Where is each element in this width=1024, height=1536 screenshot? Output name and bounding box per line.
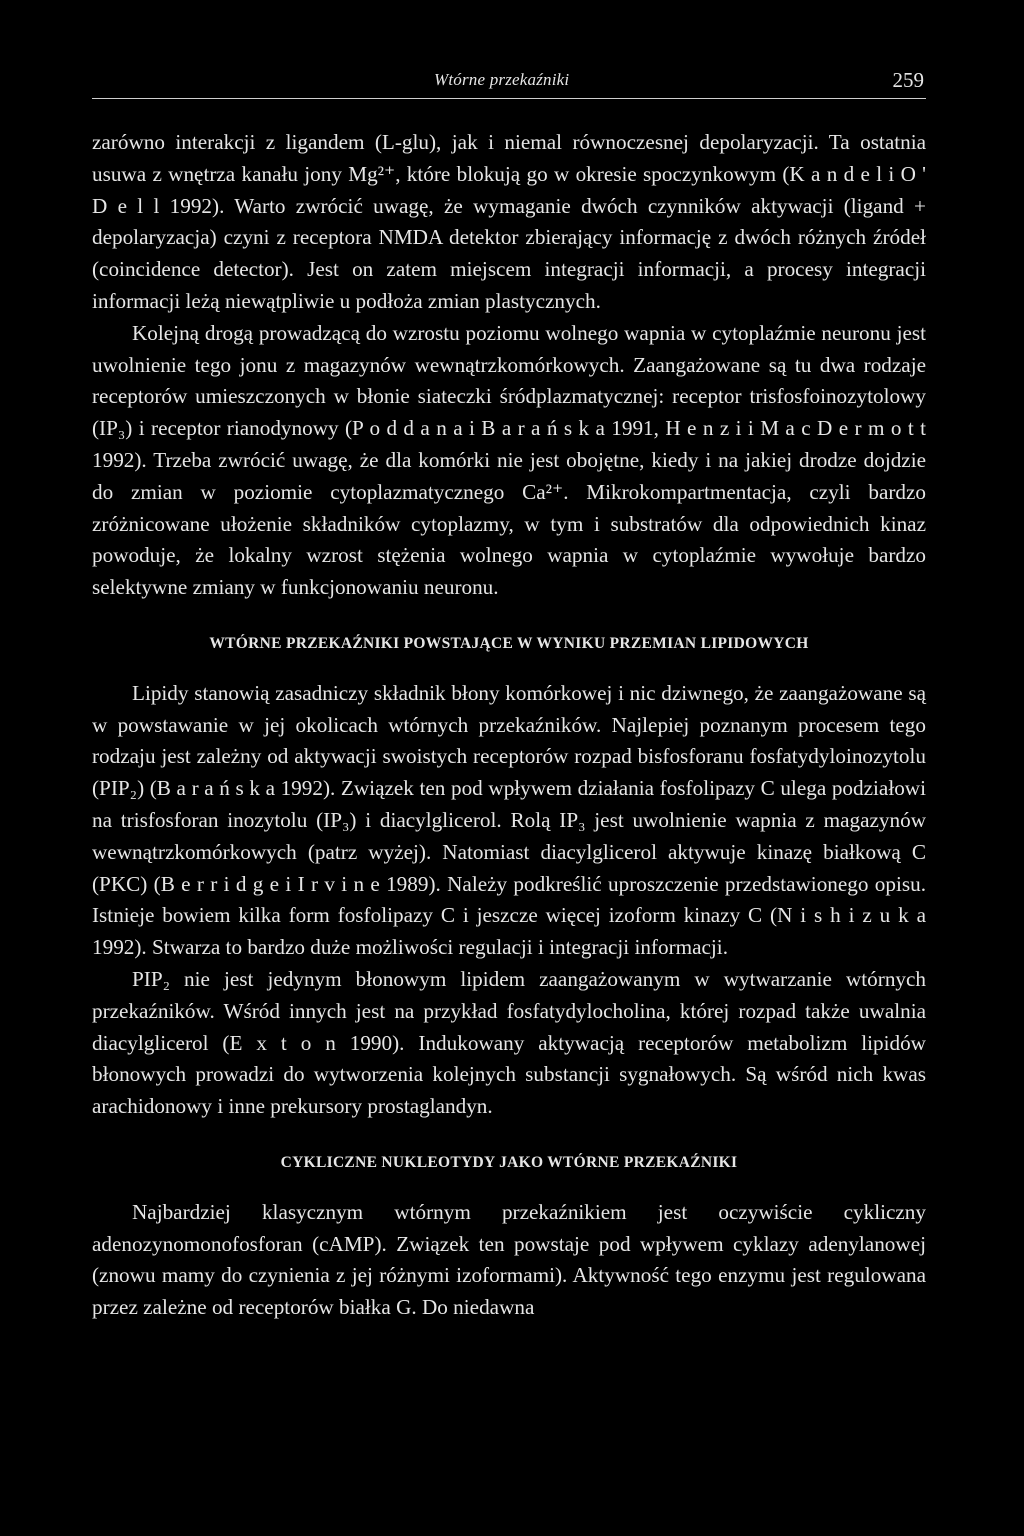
section-heading-lipid-messengers: WTÓRNE PRZEKAŹNIKI POWSTAJĄCE W WYNIKU PRZEMIAN LIPIDOWYCH [209, 634, 809, 652]
paragraph: Lipidy stanowią zasadniczy składnik błony komórkowej i nic dziwnego, że zaangażowane są w powstawanie w jej okolicach wtórnych przekaźników. Najlepiej poznanym procesem tego rodzaju jest zależny od aktywacji swoistych receptorów rozpad bisfosforanu fosfatydyloinozytolu (PIP₂) (B a r a ń s k a 1992). Związek ten pod wpływem działania fosfolipazy C ulega podziałowi na trisfosforan inozytolu (IP₃) i diacylglicerol. Rolą IP₃ jest uwolnienie wapnia z magazynów wewnątrzkomórkowych (patrz wyżej). Natomiast diacylglicerol aktywuje kinazę białkową C (PKC) (B e r r i d g e i I r v i n e 1989). Należy podkreślić uproszczenie przedstawionego opisu. Istnieje bowiem kilka form fosfolipazy C i jeszcze więcej izoform kinazy C (N i s h i z u k a 1992). Stwarza to bardzo duże możliwości regulacji i integracji informacji. [92, 680, 926, 960]
running-title: Wtórne przekaźniki [434, 70, 570, 89]
page-body [92, 127, 926, 1324]
paragraph-continued: zarówno interakcji z ligandem (L-glu), jak i niemal równoczesnej depolaryzacji. Ta ostatnia usuwa z wnętrza kanału jony Mg²⁺, które blokują go w okresie spoczynkowym (K a n d e l i O ' D e l l 1992). Warto zwrócić uwagę, że wymaganie dwóch czynników aktywacji (ligand + depolaryzacja) czyni z receptora NMDA detektor zbierający informację z dwóch różnych źródeł (coincidence detector). Jest on zatem miejscem integracji informacji, a procesy integracji informacji leżą niewątpliwie u podłoża zmian plastycznych. [92, 130, 926, 313]
running-head [92, 60, 926, 99]
paragraph: PIP₂ nie jest jedynym błonowym lipidem zaangażowanym w wytwarzanie wtórnych przekaźników. Wśród innych jest na przykład fosfatydylocholina, której rozpad także uwalnia diacylglicerol (E x t o n 1990). Indukowany aktywacją receptorów metabolizm lipidów błonowych prowadzi do wytworzenia kolejnych substancji sygnałowych. Są wśród nich kwas arachidonowy i inne prekursory prostaglandyn. [92, 966, 926, 1119]
paragraph: Kolejną drogą prowadzącą do wzrostu poziomu wolnego wapnia w cytoplaźmie neuronu jest uwolnienie tego jonu z magazynów wewnątrzkomórkowych. Zaangażowane są tu dwa rodzaje receptorów umieszczonych w błonie siateczki śródplazmatycznej: receptor trisfosfoinozytolowy (IP₃) i receptor rianodynowy (P o d d a n a i B a r a ń s k a 1991, H e n z i i M a c D e r m o t t 1992). Trzeba zwrócić uwagę, że dla komórki nie jest obojętne, kiedy i na jakiej drodze dojdzie do zmian w poziomie cytoplazmatycznego Ca²⁺. Mikrokompartmentacja, czyli bardzo zróżnicowane ułożenie składników cytoplazmy, w tym i substratów dla odpowiednich kinaz powoduje, że lokalny wzrost stężenia wolnego wapnia w cytoplaźmie wywołuje bardzo selektywne zmiany w funkcjonowaniu neuronu. [92, 320, 926, 600]
book-page [92, 60, 926, 1520]
page-number: 259 [892, 68, 924, 92]
paragraph: Najbardziej klasycznym wtórnym przekaźnikiem jest oczywiście cykliczny adenozynomonofosforan (cAMP). Związek ten powstaje pod wpływem cyklazy adenylanowej (znowu mamy do czynienia z jej różnymi izoformami). Aktywność tego enzymu jest regulowana przez zależne od receptorów białka G. Do niedawna [92, 1199, 926, 1320]
section-heading-cyclic-nucleotides: CYKLICZNE NUKLEOTYDY JAKO WTÓRNE PRZEKAŹNIKI [280, 1153, 738, 1171]
